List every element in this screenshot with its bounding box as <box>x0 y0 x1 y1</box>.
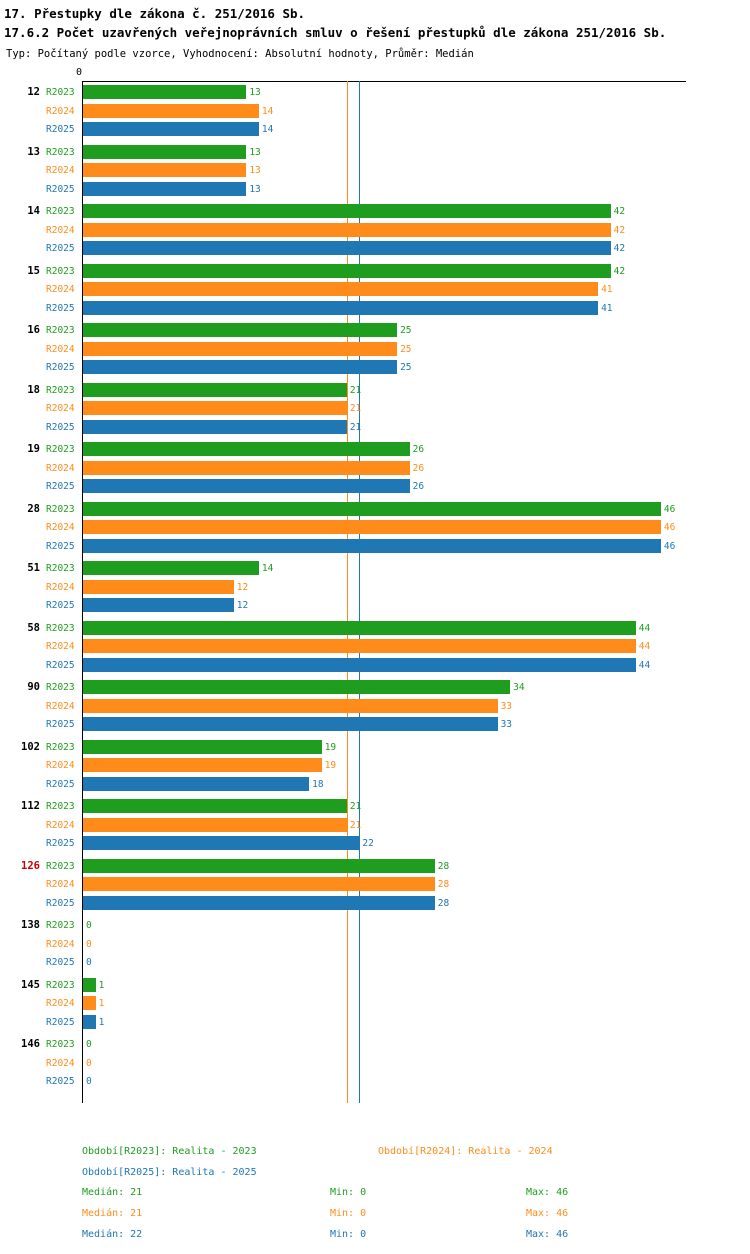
series-label-R2025: R2025 <box>46 124 75 135</box>
series-label-R2023: R2023 <box>46 1039 75 1050</box>
bar-R2025-112[interactable] <box>83 836 359 850</box>
bar-R2024-16[interactable] <box>83 342 397 356</box>
category-label-138: 138 <box>21 919 40 931</box>
bar-value-R2024-18: 21 <box>349 403 362 414</box>
bar-row <box>0 798 750 817</box>
bar-group <box>0 144 750 204</box>
series-label-R2024: R2024 <box>46 165 75 176</box>
series-label-R2023: R2023 <box>46 682 75 693</box>
series-label-R2024: R2024 <box>46 700 75 712</box>
bar-value-R2023-51: 14 <box>261 563 274 574</box>
bar-R2025-58[interactable] <box>83 658 636 672</box>
bar-value-R2023-138: 0 <box>86 920 92 931</box>
bar-R2023-12[interactable] <box>83 85 246 99</box>
bar-value-R2025-12: 14 <box>261 124 274 135</box>
bar-row <box>0 757 750 776</box>
bar-row <box>0 538 750 557</box>
bar-value-R2023-58: 44 <box>638 622 651 634</box>
series-label-R2025: R2025 <box>46 778 75 790</box>
bar-value-R2024-58: 44 <box>638 641 651 652</box>
bar-row <box>0 501 750 520</box>
series-label-R2024: R2024 <box>46 641 75 652</box>
bar-group <box>0 84 750 144</box>
bar-value-R2024-13: 13 <box>249 165 261 176</box>
series-label-R2023: R2023 <box>46 444 75 455</box>
bar-row <box>0 519 750 538</box>
median-r2025: Medián: 22 <box>82 1229 143 1240</box>
bar-R2025-13[interactable] <box>83 182 246 196</box>
bar-R2023-112[interactable] <box>83 799 347 813</box>
stats-row-r2024 <box>0 1208 750 1229</box>
bar-value-R2025-13: 13 <box>249 183 261 195</box>
bar-row <box>0 977 750 996</box>
bar-row <box>0 300 750 319</box>
bar-R2023-19[interactable] <box>83 442 410 456</box>
category-label-13: 13 <box>27 145 40 158</box>
bar-value-R2025-102: 18 <box>312 778 324 790</box>
bar-R2025-90[interactable] <box>83 717 498 731</box>
category-label-18: 18 <box>27 383 40 396</box>
x-axis-tick-0: 0 <box>76 67 83 78</box>
bar-row <box>0 162 750 181</box>
bar-row <box>0 817 750 836</box>
bar-group <box>0 977 750 1037</box>
bar-group <box>0 263 750 323</box>
bar-R2025-145[interactable] <box>83 1015 96 1029</box>
bar-row <box>0 876 750 895</box>
median-r2023: Medián: 21 <box>82 1187 143 1198</box>
bar-value-R2023-15: 42 <box>613 265 626 277</box>
bar-R2025-16[interactable] <box>83 360 397 374</box>
series-label-R2024: R2024 <box>46 224 75 236</box>
min-r2024: Min: 0 <box>330 1208 367 1219</box>
series-label-R2024: R2024 <box>46 998 75 1009</box>
bar-group <box>0 739 750 799</box>
bar-value-R2025-16: 25 <box>400 362 412 373</box>
chart-title-line2: 17.6.2 Počet uzavřených veřejnoprávních smluv o řešení přestupků dle zákona 251/2016 Sb. <box>4 25 667 40</box>
series-label-R2024: R2024 <box>46 1057 75 1069</box>
bar-row <box>0 560 750 579</box>
bar-value-R2023-12: 13 <box>249 87 261 98</box>
series-label-R2023: R2023 <box>46 384 75 396</box>
bar-row <box>0 400 750 419</box>
max-r2024: Max: 46 <box>526 1208 569 1219</box>
bar-R2025-102[interactable] <box>83 777 309 791</box>
bar-chart <box>0 81 750 1105</box>
series-label-R2024: R2024 <box>46 581 75 593</box>
bar-R2024-126[interactable] <box>83 877 435 891</box>
bar-value-R2024-90: 33 <box>500 700 513 712</box>
series-label-R2025: R2025 <box>46 957 75 968</box>
bar-row <box>0 995 750 1014</box>
bar-row <box>0 739 750 758</box>
bar-value-R2025-145: 1 <box>98 1016 105 1028</box>
category-label-19: 19 <box>27 443 40 455</box>
bar-row <box>0 858 750 877</box>
series-label-R2023: R2023 <box>46 146 75 158</box>
series-label-R2025: R2025 <box>46 362 75 373</box>
bar-row <box>0 597 750 616</box>
series-label-R2024: R2024 <box>46 343 75 355</box>
bar-value-R2025-90: 33 <box>500 719 513 730</box>
bar-R2023-145[interactable] <box>83 978 96 992</box>
bar-row <box>0 679 750 698</box>
bar-value-R2025-126: 28 <box>437 897 450 909</box>
series-label-R2025: R2025 <box>46 600 75 611</box>
bar-value-R2023-112: 21 <box>349 801 362 812</box>
bar-row <box>0 776 750 795</box>
series-label-R2024: R2024 <box>46 819 75 831</box>
bar-row <box>0 359 750 378</box>
bar-group <box>0 203 750 263</box>
bar-row <box>0 917 750 936</box>
bar-value-R2025-15: 41 <box>601 302 613 314</box>
bar-R2024-19[interactable] <box>83 461 410 475</box>
bar-row <box>0 441 750 460</box>
bar-value-R2024-102: 19 <box>324 760 337 771</box>
series-label-R2023: R2023 <box>46 325 75 336</box>
bar-value-R2024-51: 12 <box>236 581 249 593</box>
bar-value-R2025-58: 44 <box>638 659 651 671</box>
bar-row <box>0 263 750 282</box>
bar-row <box>0 460 750 479</box>
bar-group <box>0 1036 750 1096</box>
bar-value-R2023-13: 13 <box>249 146 261 158</box>
bar-row <box>0 1036 750 1055</box>
bar-row <box>0 936 750 955</box>
bar-row <box>0 1014 750 1033</box>
series-label-R2025: R2025 <box>46 719 75 730</box>
series-label-R2025: R2025 <box>46 659 75 671</box>
legend-item-r2023: Období[R2023]: Realita - 2023 <box>82 1146 257 1157</box>
bar-value-R2025-138: 0 <box>86 957 92 968</box>
stats-row-r2023 <box>0 1187 750 1208</box>
bar-R2025-51[interactable] <box>83 598 234 612</box>
bar-R2025-12[interactable] <box>83 122 259 136</box>
series-label-R2025: R2025 <box>46 302 75 314</box>
bar-R2023-51[interactable] <box>83 561 259 575</box>
legend-row-1 <box>0 1146 750 1167</box>
category-label-146: 146 <box>21 1038 40 1050</box>
category-label-28: 28 <box>27 502 40 515</box>
bar-group <box>0 441 750 501</box>
series-label-R2023: R2023 <box>46 741 75 753</box>
series-label-R2024: R2024 <box>46 522 75 533</box>
bar-value-R2024-145: 1 <box>98 998 105 1009</box>
category-label-14: 14 <box>27 205 40 217</box>
bar-R2025-15[interactable] <box>83 301 598 315</box>
bar-value-R2023-16: 25 <box>400 325 412 336</box>
bar-group <box>0 501 750 561</box>
series-label-R2024: R2024 <box>46 879 75 890</box>
series-label-R2023: R2023 <box>46 920 75 931</box>
bar-R2025-14[interactable] <box>83 241 611 255</box>
bar-row <box>0 322 750 341</box>
category-label-90: 90 <box>27 681 40 693</box>
bar-R2024-15[interactable] <box>83 282 598 296</box>
bar-R2025-19[interactable] <box>83 479 410 493</box>
bar-row <box>0 716 750 735</box>
bar-value-R2023-126: 28 <box>437 860 450 872</box>
bar-value-R2025-51: 12 <box>236 600 249 611</box>
series-label-R2024: R2024 <box>46 462 75 474</box>
bar-value-R2025-19: 26 <box>412 481 425 492</box>
legend-item-r2025: Období[R2025]: Realita - 2025 <box>82 1166 257 1178</box>
bar-group <box>0 858 750 918</box>
min-r2023: Min: 0 <box>330 1187 367 1198</box>
bar-group <box>0 917 750 977</box>
bar-row <box>0 181 750 200</box>
min-r2025: Min: 0 <box>330 1229 367 1240</box>
series-label-R2023: R2023 <box>46 860 75 872</box>
legend-row-2 <box>0 1167 750 1188</box>
bar-R2024-102[interactable] <box>83 758 322 772</box>
bar-value-R2024-15: 41 <box>601 284 613 295</box>
bar-R2025-28[interactable] <box>83 539 661 553</box>
bar-R2023-28[interactable] <box>83 502 661 516</box>
bar-R2023-15[interactable] <box>83 264 611 278</box>
bar-R2024-18[interactable] <box>83 401 347 415</box>
category-label-126: 126 <box>21 859 40 872</box>
chart-plot-area <box>0 67 750 1107</box>
legend-item-r2024: Období[R2024]: Realita - 2024 <box>378 1146 553 1157</box>
bar-row <box>0 341 750 360</box>
bar-R2023-18[interactable] <box>83 383 347 397</box>
chart-title-line1: 17. Přestupky dle zákona č. 251/2016 Sb. <box>4 6 306 21</box>
bar-R2024-14[interactable] <box>83 223 611 237</box>
chart-subtitle: Typ: Počítaný podle vzorce, Vyhodnocení: Absolutní hodnoty, Průměr: Medián <box>6 48 474 60</box>
category-label-15: 15 <box>27 264 40 277</box>
series-label-R2023: R2023 <box>46 503 75 515</box>
bar-R2024-13[interactable] <box>83 163 246 177</box>
bar-row <box>0 1073 750 1092</box>
category-label-102: 102 <box>21 740 40 753</box>
bar-row <box>0 895 750 914</box>
median-r2024: Medián: 21 <box>82 1208 143 1219</box>
bar-row <box>0 240 750 259</box>
bar-group <box>0 620 750 680</box>
series-label-R2023: R2023 <box>46 801 75 812</box>
bar-row <box>0 144 750 163</box>
bar-row <box>0 620 750 639</box>
bar-value-R2024-16: 25 <box>400 343 412 355</box>
series-label-R2023: R2023 <box>46 622 75 634</box>
bar-R2025-18[interactable] <box>83 420 347 434</box>
bar-row <box>0 203 750 222</box>
bar-row <box>0 835 750 854</box>
bar-group <box>0 560 750 620</box>
series-label-R2025: R2025 <box>46 540 75 552</box>
bar-R2023-102[interactable] <box>83 740 322 754</box>
bar-group <box>0 382 750 442</box>
series-label-R2025: R2025 <box>46 1016 75 1028</box>
bar-R2023-13[interactable] <box>83 145 246 159</box>
series-label-R2025: R2025 <box>46 1076 75 1087</box>
bar-row <box>0 103 750 122</box>
chart-header <box>0 0 750 61</box>
bar-value-R2023-19: 26 <box>412 444 425 455</box>
bar-value-R2023-18: 21 <box>349 384 362 396</box>
series-label-R2024: R2024 <box>46 105 75 117</box>
series-label-R2025: R2025 <box>46 421 75 433</box>
bar-value-R2023-102: 19 <box>324 741 337 753</box>
category-label-145: 145 <box>21 978 40 991</box>
bar-R2023-58[interactable] <box>83 621 636 635</box>
bar-row <box>0 382 750 401</box>
series-label-R2024: R2024 <box>46 403 75 414</box>
bar-row <box>0 419 750 438</box>
series-label-R2025: R2025 <box>46 183 75 195</box>
series-label-R2023: R2023 <box>46 206 75 217</box>
series-label-R2025: R2025 <box>46 481 75 492</box>
bar-row <box>0 478 750 497</box>
bar-group <box>0 798 750 858</box>
bar-R2024-28[interactable] <box>83 520 661 534</box>
bar-row <box>0 579 750 598</box>
bar-R2024-58[interactable] <box>83 639 636 653</box>
category-label-16: 16 <box>27 324 40 336</box>
series-label-R2023: R2023 <box>46 265 75 277</box>
series-label-R2023: R2023 <box>46 563 75 574</box>
bar-value-R2023-90: 34 <box>513 682 525 693</box>
bar-value-R2025-18: 21 <box>349 421 362 433</box>
category-label-12: 12 <box>27 86 40 98</box>
bar-row <box>0 954 750 973</box>
bar-group <box>0 679 750 739</box>
bar-value-R2025-146: 0 <box>86 1076 92 1087</box>
bar-value-R2024-146: 0 <box>86 1057 92 1069</box>
series-label-R2025: R2025 <box>46 838 75 849</box>
series-label-R2023: R2023 <box>46 979 75 991</box>
bar-value-R2024-28: 46 <box>663 522 676 533</box>
bar-value-R2023-145: 1 <box>98 979 105 991</box>
bar-row <box>0 698 750 717</box>
series-label-R2023: R2023 <box>46 87 75 98</box>
category-label-58: 58 <box>27 621 40 634</box>
bar-value-R2024-138: 0 <box>86 938 92 950</box>
bar-row <box>0 281 750 300</box>
bar-R2024-112[interactable] <box>83 818 347 832</box>
bar-value-R2023-14: 42 <box>613 206 626 217</box>
bar-R2024-51[interactable] <box>83 580 234 594</box>
chart-legend <box>0 1146 750 1250</box>
series-label-R2024: R2024 <box>46 938 75 950</box>
bar-value-R2024-14: 42 <box>613 224 626 236</box>
bar-value-R2024-126: 28 <box>437 879 450 890</box>
bar-R2023-90[interactable] <box>83 680 510 694</box>
bar-R2024-90[interactable] <box>83 699 498 713</box>
bar-R2024-12[interactable] <box>83 104 259 118</box>
bar-value-R2024-19: 26 <box>412 462 425 474</box>
series-label-R2024: R2024 <box>46 284 75 295</box>
top-rule <box>82 81 686 82</box>
bar-R2023-16[interactable] <box>83 323 397 337</box>
bar-group <box>0 322 750 382</box>
series-label-R2024: R2024 <box>46 760 75 771</box>
bar-row <box>0 1055 750 1074</box>
bar-value-R2024-112: 21 <box>349 819 362 831</box>
bar-row <box>0 222 750 241</box>
bar-value-R2025-112: 22 <box>362 838 374 849</box>
bar-R2025-126[interactable] <box>83 896 435 910</box>
series-label-R2025: R2025 <box>46 243 75 254</box>
bar-value-R2025-14: 42 <box>613 243 626 254</box>
bar-R2023-126[interactable] <box>83 859 435 873</box>
bar-row <box>0 657 750 676</box>
bar-groups <box>0 84 750 1096</box>
bar-row <box>0 638 750 657</box>
category-label-51: 51 <box>27 562 40 574</box>
bar-R2023-14[interactable] <box>83 204 611 218</box>
bar-value-R2025-28: 46 <box>663 540 676 552</box>
category-label-112: 112 <box>21 800 40 812</box>
bar-value-R2023-28: 46 <box>663 503 676 515</box>
series-label-R2025: R2025 <box>46 897 75 909</box>
bar-value-R2023-146: 0 <box>86 1039 92 1050</box>
max-r2025: Max: 46 <box>526 1229 569 1240</box>
bar-row <box>0 84 750 103</box>
bar-R2024-145[interactable] <box>83 996 96 1010</box>
max-r2023: Max: 46 <box>526 1187 569 1198</box>
bar-value-R2024-12: 14 <box>261 105 274 117</box>
bar-row <box>0 121 750 140</box>
stats-row-r2025 <box>0 1229 750 1250</box>
